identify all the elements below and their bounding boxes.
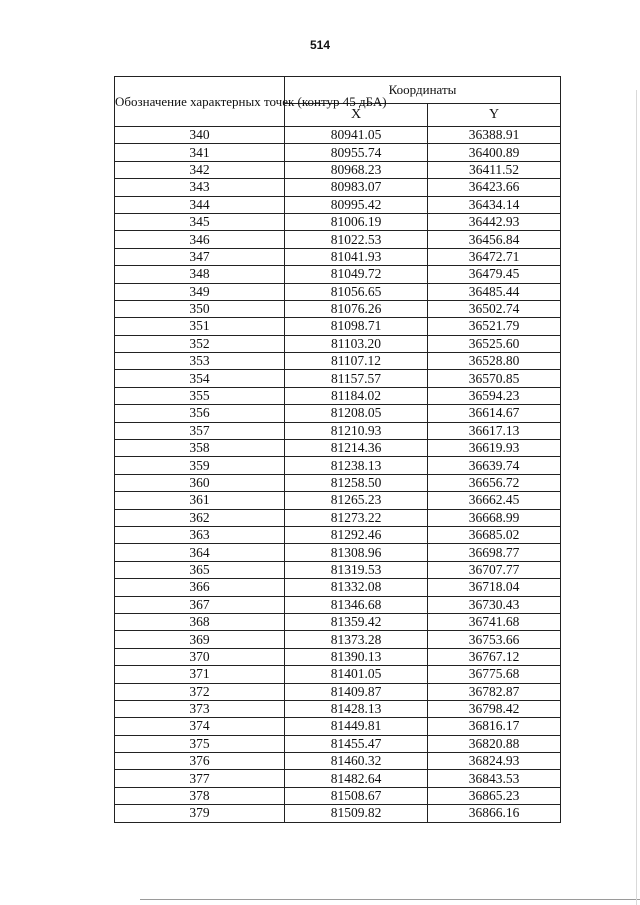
x-coordinate-cell: 81455.47	[285, 735, 428, 752]
table-row	[115, 666, 561, 683]
table-row	[115, 387, 561, 404]
scan-edge-line	[140, 899, 640, 900]
x-coordinate-cell: 81107.12	[285, 353, 428, 370]
point-id-cell: 363	[115, 526, 285, 543]
x-coordinate-cell: 81265.23	[285, 492, 428, 509]
x-coordinate-cell: 81157.57	[285, 370, 428, 387]
table-row	[115, 613, 561, 630]
table-row	[115, 127, 561, 144]
table-row	[115, 422, 561, 439]
point-id-cell: 371	[115, 666, 285, 683]
y-coordinate-cell: 36614.67	[428, 405, 561, 422]
point-id-cell: 370	[115, 648, 285, 665]
y-coordinate-cell: 36479.45	[428, 266, 561, 283]
table-row	[115, 440, 561, 457]
point-id-cell: 359	[115, 457, 285, 474]
table-row	[115, 596, 561, 613]
point-id-cell: 350	[115, 300, 285, 317]
table-row	[115, 648, 561, 665]
point-id-cell: 368	[115, 613, 285, 630]
y-coordinate-cell: 36662.45	[428, 492, 561, 509]
table-row	[115, 144, 561, 161]
y-coordinate-cell: 36865.23	[428, 787, 561, 804]
point-id-cell: 352	[115, 335, 285, 352]
point-id-cell: 345	[115, 213, 285, 230]
y-coordinate-cell: 36423.66	[428, 179, 561, 196]
x-coordinate-cell: 80995.42	[285, 196, 428, 213]
point-id-cell: 341	[115, 144, 285, 161]
point-id-cell: 344	[115, 196, 285, 213]
table-row	[115, 631, 561, 648]
y-coordinate-cell: 36753.66	[428, 631, 561, 648]
point-id-cell: 365	[115, 561, 285, 578]
point-id-cell: 376	[115, 753, 285, 770]
x-coordinate-cell: 81308.96	[285, 544, 428, 561]
y-coordinate-cell: 36782.87	[428, 683, 561, 700]
x-coordinate-cell: 81319.53	[285, 561, 428, 578]
point-id-cell: 377	[115, 770, 285, 787]
x-coordinate-cell: 81214.36	[285, 440, 428, 457]
y-coordinate-cell: 36767.12	[428, 648, 561, 665]
table-row	[115, 787, 561, 804]
point-id-cell: 346	[115, 231, 285, 248]
point-id-cell: 374	[115, 718, 285, 735]
x-coordinate-cell: 81409.87	[285, 683, 428, 700]
table-row	[115, 718, 561, 735]
y-coordinate-cell: 36521.79	[428, 318, 561, 335]
point-id-cell: 366	[115, 579, 285, 596]
table-row	[115, 179, 561, 196]
table-row	[115, 161, 561, 178]
point-id-cell: 348	[115, 266, 285, 283]
x-coordinate-cell: 81428.13	[285, 700, 428, 717]
y-coordinate-cell: 36442.93	[428, 213, 561, 230]
table-body	[115, 127, 561, 823]
y-coordinate-cell: 36656.72	[428, 474, 561, 491]
x-coordinate-cell: 81292.46	[285, 526, 428, 543]
y-coordinate-cell: 36824.93	[428, 753, 561, 770]
y-coordinate-cell: 36866.16	[428, 805, 561, 822]
table-row	[115, 526, 561, 543]
table-row	[115, 735, 561, 752]
table-row	[115, 544, 561, 561]
x-coordinate-cell: 80955.74	[285, 144, 428, 161]
x-coordinate-cell: 81041.93	[285, 248, 428, 265]
y-coordinate-cell: 36388.91	[428, 127, 561, 144]
y-coordinate-cell: 36434.14	[428, 196, 561, 213]
table-row	[115, 770, 561, 787]
y-coordinate-cell: 36730.43	[428, 596, 561, 613]
y-coordinate-cell: 36668.99	[428, 509, 561, 526]
coordinates-table	[114, 76, 561, 823]
point-id-cell: 364	[115, 544, 285, 561]
table-row	[115, 353, 561, 370]
y-coordinate-cell: 36639.74	[428, 457, 561, 474]
x-coordinate-cell: 81390.13	[285, 648, 428, 665]
x-coordinate-cell: 81258.50	[285, 474, 428, 491]
point-id-cell: 353	[115, 353, 285, 370]
y-coordinate-cell: 36718.04	[428, 579, 561, 596]
x-coordinate-cell: 81210.93	[285, 422, 428, 439]
x-coordinate-cell: 80968.23	[285, 161, 428, 178]
point-id-cell: 347	[115, 248, 285, 265]
table-row	[115, 196, 561, 213]
y-coordinate-cell: 36502.74	[428, 300, 561, 317]
y-coordinate-cell: 36843.53	[428, 770, 561, 787]
y-coordinate-cell: 36570.85	[428, 370, 561, 387]
point-id-cell: 367	[115, 596, 285, 613]
y-coordinate-cell: 36472.71	[428, 248, 561, 265]
x-coordinate-cell: 81508.67	[285, 787, 428, 804]
point-id-cell: 354	[115, 370, 285, 387]
y-coordinate-cell: 36707.77	[428, 561, 561, 578]
point-id-cell: 372	[115, 683, 285, 700]
point-id-cell: 358	[115, 440, 285, 457]
table-row	[115, 805, 561, 822]
y-coordinate-cell: 36816.17	[428, 718, 561, 735]
table-row	[115, 474, 561, 491]
x-coordinate-cell: 81449.81	[285, 718, 428, 735]
point-id-cell: 369	[115, 631, 285, 648]
point-designation-header: Обозначение характерных точек (контур 45 дБА)	[115, 77, 285, 127]
x-coordinate-cell: 81208.05	[285, 405, 428, 422]
x-coordinate-cell: 81184.02	[285, 387, 428, 404]
y-coordinate-cell: 36525.60	[428, 335, 561, 352]
x-coordinate-cell: 81056.65	[285, 283, 428, 300]
table-row	[115, 683, 561, 700]
point-id-cell: 379	[115, 805, 285, 822]
x-coordinate-cell: 81238.13	[285, 457, 428, 474]
point-id-cell: 356	[115, 405, 285, 422]
x-coordinate-cell: 81022.53	[285, 231, 428, 248]
table-row	[115, 318, 561, 335]
point-id-cell: 340	[115, 127, 285, 144]
table-row	[115, 231, 561, 248]
point-id-cell: 375	[115, 735, 285, 752]
point-id-cell: 342	[115, 161, 285, 178]
point-id-cell: 351	[115, 318, 285, 335]
x-coordinate-cell: 81460.32	[285, 753, 428, 770]
y-column-header: Y	[428, 103, 561, 126]
table-row	[115, 405, 561, 422]
y-coordinate-cell: 36619.93	[428, 440, 561, 457]
point-id-cell: 355	[115, 387, 285, 404]
table-row	[115, 753, 561, 770]
y-coordinate-cell: 36400.89	[428, 144, 561, 161]
table-row	[115, 457, 561, 474]
y-coordinate-cell: 36617.13	[428, 422, 561, 439]
x-coordinate-cell: 81509.82	[285, 805, 428, 822]
point-id-cell: 362	[115, 509, 285, 526]
x-column-header: X	[285, 103, 428, 126]
page-number: 514	[309, 38, 331, 52]
table-row	[115, 300, 561, 317]
point-id-cell: 349	[115, 283, 285, 300]
x-coordinate-cell: 80941.05	[285, 127, 428, 144]
table-row	[115, 266, 561, 283]
x-coordinate-cell: 81346.68	[285, 596, 428, 613]
x-coordinate-cell: 81098.71	[285, 318, 428, 335]
x-coordinate-cell: 81373.28	[285, 631, 428, 648]
y-coordinate-cell: 36798.42	[428, 700, 561, 717]
x-coordinate-cell: 81401.05	[285, 666, 428, 683]
table-row	[115, 370, 561, 387]
table-row	[115, 561, 561, 578]
y-coordinate-cell: 36528.80	[428, 353, 561, 370]
y-coordinate-cell: 36698.77	[428, 544, 561, 561]
y-coordinate-cell: 36411.52	[428, 161, 561, 178]
y-coordinate-cell: 36456.84	[428, 231, 561, 248]
table-row	[115, 579, 561, 596]
x-coordinate-cell: 81273.22	[285, 509, 428, 526]
table-row	[115, 492, 561, 509]
table-row	[115, 335, 561, 352]
x-coordinate-cell: 81482.64	[285, 770, 428, 787]
x-coordinate-cell: 81332.08	[285, 579, 428, 596]
y-coordinate-cell: 36485.44	[428, 283, 561, 300]
y-coordinate-cell: 36775.68	[428, 666, 561, 683]
x-coordinate-cell: 81006.19	[285, 213, 428, 230]
point-id-cell: 360	[115, 474, 285, 491]
x-coordinate-cell: 80983.07	[285, 179, 428, 196]
y-coordinate-cell: 36594.23	[428, 387, 561, 404]
table-row	[115, 213, 561, 230]
coordinates-header: Координаты	[285, 77, 561, 104]
y-coordinate-cell: 36741.68	[428, 613, 561, 630]
x-coordinate-cell: 81359.42	[285, 613, 428, 630]
point-id-cell: 373	[115, 700, 285, 717]
x-coordinate-cell: 81049.72	[285, 266, 428, 283]
y-coordinate-cell: 36820.88	[428, 735, 561, 752]
y-coordinate-cell: 36685.02	[428, 526, 561, 543]
x-coordinate-cell: 81103.20	[285, 335, 428, 352]
point-id-cell: 378	[115, 787, 285, 804]
point-id-cell: 357	[115, 422, 285, 439]
table-row	[115, 248, 561, 265]
scan-edge-line-right	[636, 90, 637, 905]
x-coordinate-cell: 81076.26	[285, 300, 428, 317]
point-id-cell: 361	[115, 492, 285, 509]
table-row	[115, 509, 561, 526]
point-id-cell: 343	[115, 179, 285, 196]
table-row	[115, 283, 561, 300]
table-row	[115, 700, 561, 717]
